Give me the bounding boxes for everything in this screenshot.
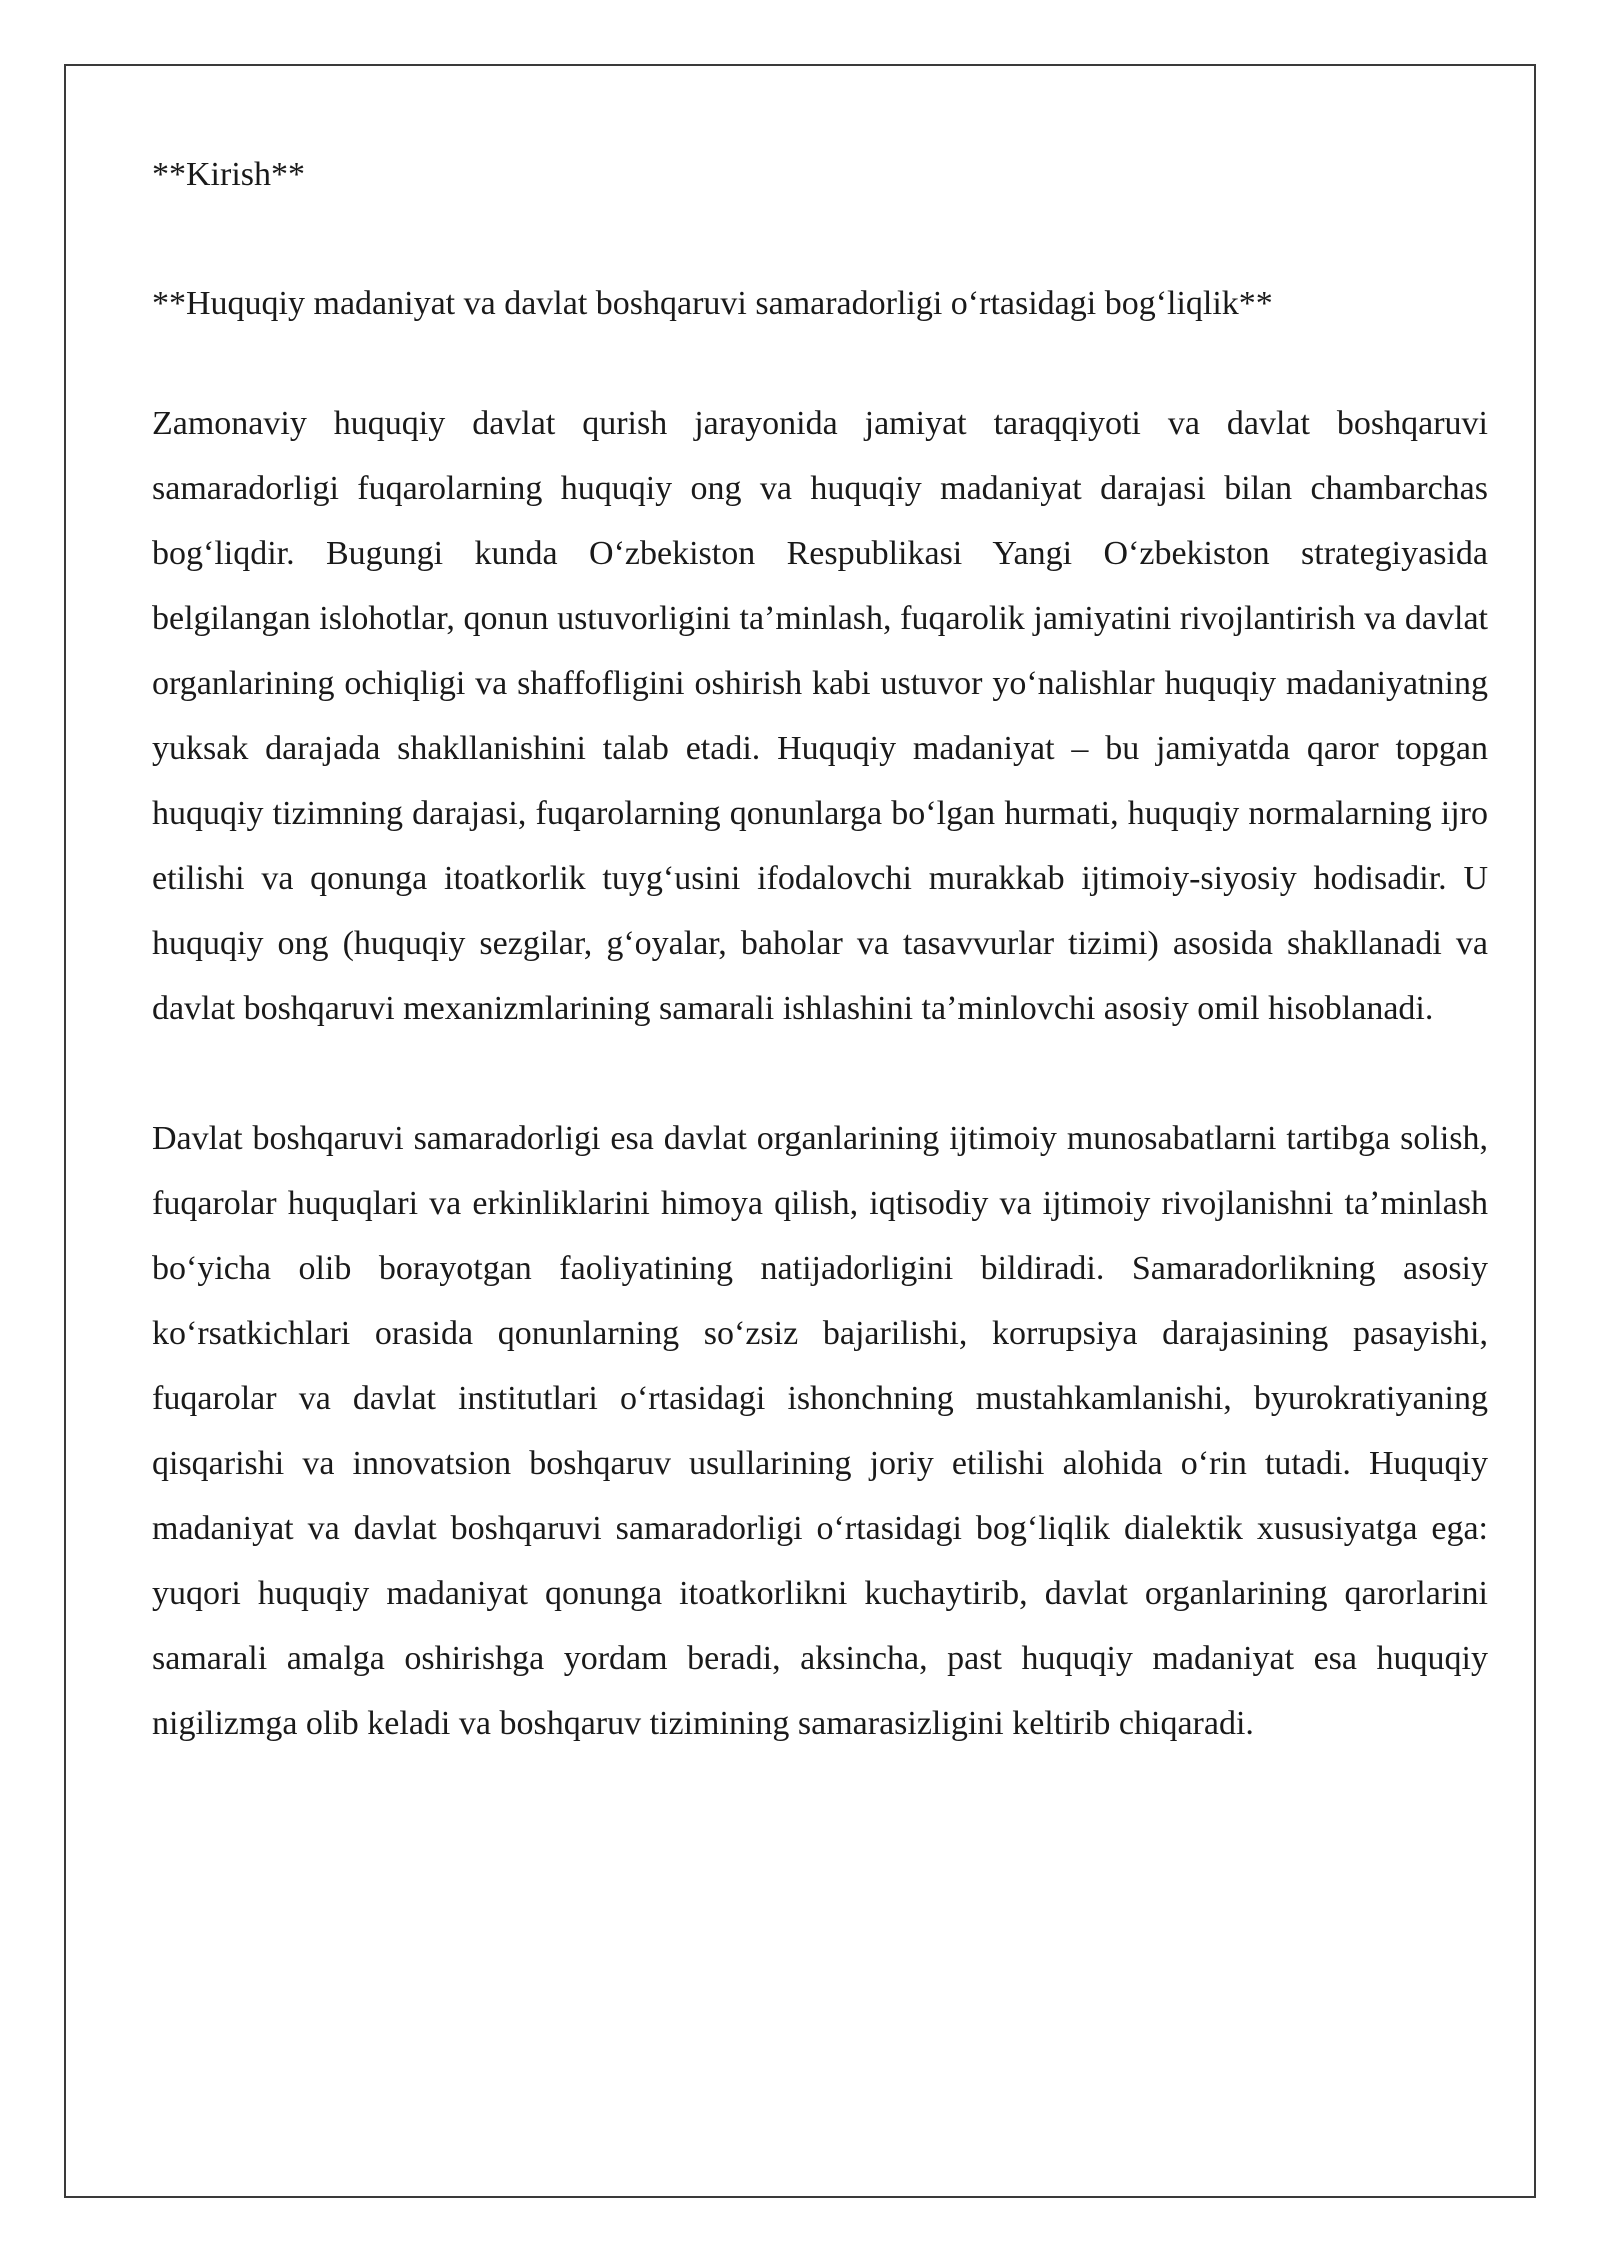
section-heading-kirish: **Kirish** bbox=[152, 156, 305, 193]
section-title: **Huquqiy madaniyat va davlat boshqaruvi samaradorligi oʻrtasidagi bogʻliqlik** bbox=[152, 285, 1273, 322]
document-body bbox=[152, 150, 1488, 1756]
paragraph-1: Zamonaviy huquqiy davlat qurish jarayonida jamiyat taraqqiyoti va davlat boshqaruvi samaradorligi fuqarolarning huquqiy ong va huquqiy madaniyat darajasi bilan chambarchas bogʻliqdir. Bugungi kunda Oʻzbekiston Respublikasi Yangi Oʻzbekiston strategiyasida belgilangan islohotlar, qonun ustuvorligini taʼminlash, fuqarolik jamiyatini rivojlantirish va davlat organlarining ochiqligi va shaffofligini oshirish kabi ustuvor yoʻnalishlar huquqiy madaniyatning yuksak darajada shakllanishini talab etadi. Huquqiy madaniyat – bu jamiyatda qaror topgan huquqiy tizimning darajasi, fuqarolarning qonunlarga boʻlgan hurmati, huquqiy normalarning ijro etilishi va qonunga itoatkorlik tuygʻusini ifodalovchi murakkab ijtimoiy-siyosiy hodisadir. U huquqiy ong (huquqiy sezgilar, gʻoyalar, baholar va tasavvurlar tizimi) asosida shakllanadi va davlat boshqaruvi mexanizmlarining samarali ishlashini taʼminlovchi asosiy omil hisoblanadi. bbox=[152, 405, 1488, 1027]
paragraph-2: Davlat boshqaruvi samaradorligi esa davlat organlarining ijtimoiy munosabatlarni tartibga solish, fuqarolar huquqlari va erkinliklarini himoya qilish, iqtisodiy va ijtimoiy rivojlanishni taʼminlash boʻyicha olib borayotgan faoliyatining natijadorligini bildiradi. Samaradorlikning asosiy koʻrsatkichlari orasida qonunlarning soʻzsiz bajarilishi, korrupsiya darajasining pasayishi, fuqarolar va davlat institutlari oʻrtasidagi ishonchning mustahkamlanishi, byurokratiyaning qisqarishi va innovatsion boshqaruv usullarining joriy etilishi alohida oʻrin tutadi. Huquqiy madaniyat va davlat boshqaruvi samaradorligi oʻrtasidagi bogʻliqlik dialektik xususiyatga ega: yuqori huquqiy madaniyat qonunga itoatkorlikni kuchaytirib, davlat organlarining qarorlarini samarali amalga oshirishga yordam beradi, aksincha, past huquqiy madaniyat esa huquqiy nigilizmga olib keladi va boshqaruv tizimining samarasizligini keltirib chiqaradi. bbox=[152, 1120, 1488, 1742]
